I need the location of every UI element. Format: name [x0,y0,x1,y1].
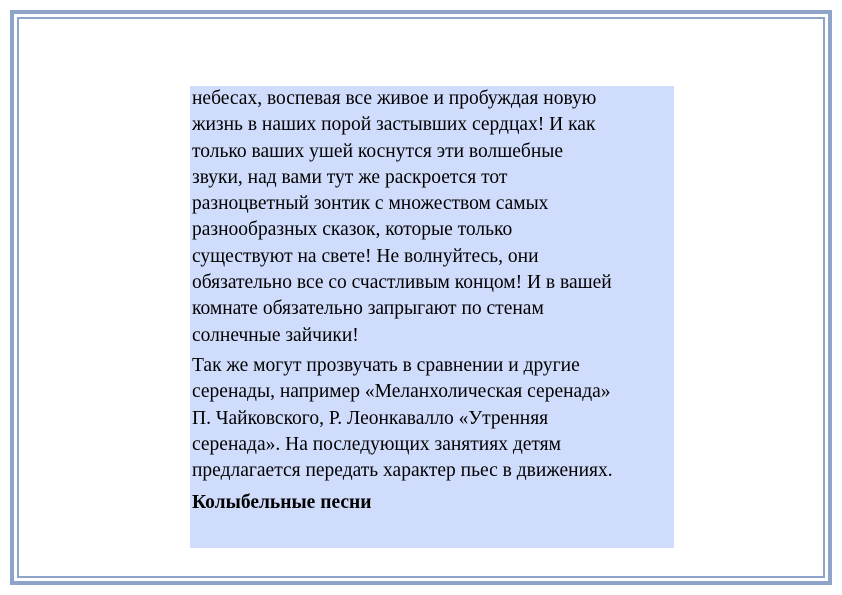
section-heading: Колыбельные песни [192,492,372,514]
text-line: жизнь в наших порой застывших сердцах! И как [192,114,596,136]
text-line: существуют на свете! Не волнуйтесь, они [192,245,539,267]
text-line: комнате обязательно запрыгают по стенам [192,298,544,320]
text-line: только ваших ушей коснутся эти волшебные [192,140,564,162]
text-line: обязательно все со счастливым концом! И в вашей [192,272,612,294]
text-line: П. Чайковского, Р. Леонкавалло «Утренняя [192,407,549,429]
text-line: солнечные зайчики! [192,324,359,346]
text-line: серенада». На последующих занятиях детям [192,433,561,455]
paragraph-2 [192,353,672,484]
text-line: разноцветный зонтик с множеством самых [192,193,549,215]
text-box [190,86,674,548]
text-line: серенады, например «Меланхолическая серенада» [192,381,611,403]
text-line: небесах, воспевая все живое и пробуждая новую [192,88,597,109]
text-line: звуки, над вами тут же раскроется тот [192,166,508,188]
text-line: предлагается передать характер пьес в движениях. [192,460,613,482]
paragraph-1 [192,86,672,349]
text-line: Так же могут прозвучать в сравнении и другие [192,354,580,376]
text-line: разнообразных сказок, которые только [192,219,513,241]
